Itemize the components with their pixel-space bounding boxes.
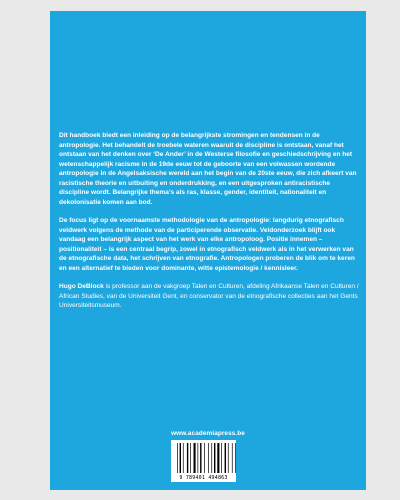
author-bio-text: is professor aan de vakgroep Talen en Culturen, afdeling Afrikaanse Talen en Culturen / African Studies, van de Universiteit Gent, en conservator van de etnografische collecties aan het Gents Universiteitsmuseum. — [59, 283, 359, 309]
barcode-bar — [200, 443, 201, 473]
barcode-bar — [208, 443, 209, 473]
barcode-bar — [183, 443, 184, 473]
author-name: Hugo DeBlock — [59, 283, 104, 290]
publisher-website: www.academiapress.be — [171, 430, 245, 437]
isbn-number: 9 789401 494863 — [179, 475, 228, 481]
barcode-bar — [232, 443, 233, 473]
barcode-bar — [177, 443, 178, 473]
blurb-paragraph-2: De focus ligt op de voornaamste methodologie van de antropologie: langdurig etnografisch veldwerk volgens de methode van de participerende observatie. Veldonderzoek blijft ook vandaag een belangrijk aspect van het werk van elke antropoloog. Positie innemen – positionaliteit – is een centraal begrip, zowel in etnografisch veldwerk als in het verwerken van de etnografische data, het schrijven van etnografie. Antropologen proberen de blik om te keren en een alternatief te bieden voor dominante, witte epistemologie / kennisleer. — [59, 217, 355, 272]
barcode-bar — [214, 443, 215, 473]
book-back-cover — [50, 11, 366, 490]
barcode-bar — [217, 443, 219, 473]
barcode-bar — [198, 443, 199, 473]
isbn-barcode — [171, 440, 236, 482]
barcode-bar — [194, 443, 196, 473]
barcode-bar — [225, 443, 226, 473]
barcode-bar — [190, 443, 191, 473]
barcode-bar — [221, 443, 222, 473]
barcode-bar — [211, 443, 212, 473]
barcode-bar — [204, 443, 205, 473]
blurb-paragraph-1: Dit handboek biedt een inleiding op de belangrijkste stromingen en tendensen in de antropologie. Het behandelt de troebele wateren waaruit de discipline is ontstaan, vanaf het ontstaan van het denken over ‘De Ander’ in de Westerse filosofie en geschiedschrijving en het wetenschappelijk racisme in de 19de eeuw tot de geboorte van een volwassen wordende antropologie in de Angelsaksische wereld aan het begin van de 20ste eeuw, die zich afkeert van racistische theorie en uitbuiting en onderdrukking, en een uitgesproken antiracistische discipline wordt. Belangrijke thema’s als ras, klasse, gender, identiteit, nationaliteit en dekolonisatie komen aan bod. — [59, 132, 357, 206]
barcode-bar — [187, 443, 188, 473]
barcode-bar — [180, 443, 181, 473]
author-bio — [59, 282, 359, 311]
barcode-bars — [171, 440, 236, 474]
barcode-bar — [235, 443, 236, 473]
blurb-text — [59, 131, 359, 311]
barcode-bar — [228, 443, 229, 473]
